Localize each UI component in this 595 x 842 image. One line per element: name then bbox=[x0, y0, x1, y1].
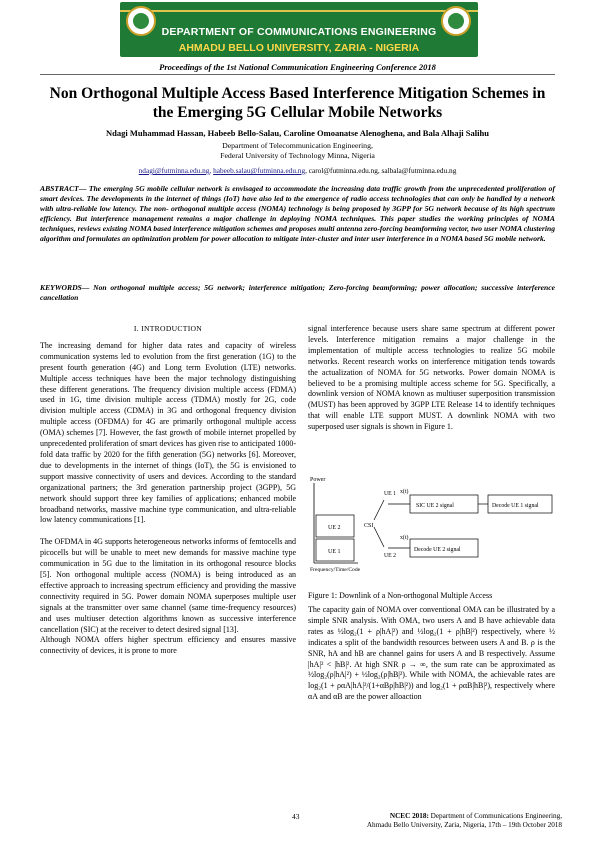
banner-stripe bbox=[120, 10, 478, 12]
paper-title: Non Orthogonal Multiple Access Based Interference Mitigation Schemes in the Emerging 5G Cellular Mobile Networks bbox=[49, 85, 546, 121]
header-rule bbox=[40, 74, 555, 75]
noma-figure bbox=[308, 475, 555, 583]
ue1-branch-label: UE 1 bbox=[384, 491, 397, 497]
affiliation-univ: Federal University of Technology Minna, Nigeria bbox=[220, 151, 375, 160]
ue1-power-label: UE 1 bbox=[328, 549, 341, 555]
figure-caption: Figure 1: Downlink of a Non-orthogonal Multiple Access bbox=[308, 591, 493, 600]
proceedings-line: Proceedings of the 1st National Communication Engineering Conference 2018 bbox=[159, 62, 436, 72]
banner-department: DEPARTMENT OF COMMUNICATIONS ENGINEERING bbox=[161, 26, 437, 38]
sic-label: SIC UE 2 signal bbox=[416, 503, 454, 509]
page-number: 43 bbox=[292, 812, 300, 821]
conference-banner bbox=[120, 2, 478, 57]
right-column-bottom bbox=[308, 605, 555, 703]
intro-paragraph-right-1: signal interference because users share same spectrum at different power levels. Interference mitigation remains a major challenge in the implementation of multiple access technologies to realize 5G mobile networks. Recent research works on interference mitigation tends towards the actualization of NOMA for 5G networks. Power domain NOMA is believed to be a promising multiple access scheme for 5G. Specifically, a downlink version of NOMA known as multiuser superposition transmission (MUST) has been approved by 3GPP LTE Release 14 to identify techniques that will enable LTE support MUST. A downlink NOMA with two superposed user signals is shown in Figure 1. bbox=[308, 324, 555, 432]
university-logo bbox=[126, 6, 156, 36]
intro-paragraph-3: Although NOMA offers higher spectrum efficiency and ensures massive connectivity of devices, it is prone to more bbox=[40, 635, 296, 656]
ue2-branch-label: UE 2 bbox=[384, 553, 397, 559]
author-list: Ndagi Muhammad Hassan, Habeeb Bello-Salau, Caroline Omoanatse Alenoghena, and Bala Alhaji Salihu bbox=[106, 128, 489, 138]
department-logo bbox=[441, 6, 471, 36]
abstract: ABSTRACT— The emerging 5G mobile cellular network is envisaged to accommodate the increasing data traffic growth from the unprecedented proliferation of smart devices. The developments in the internet of things (IoT) have also led to the emergence of radio access technologies that can only be handled by a network with ultra-reliable low latency. The non- orthogonal multiple access (NOMA) technology is being proposed by 3GPP for 5G network because of its high spectrum efficiency. But interference management remains a major challenge in deploying NOMA techniques. This paper studies the working principles of NOMA techniques, reviews existing NOMA based interference mitigation schemes and proposes multi antenna zero-forcing beamforming vector, two user NOMA clustering algorithm and formulates an optimization problem for power allocation to mitigate inter-cluster and inter user interference in a NOMA based 5G mobile network. bbox=[40, 184, 555, 243]
affiliation bbox=[40, 141, 555, 161]
keywords: KEYWORDS— Non orthogonal multiple access; 5G network; interference mitigation; Zero-forcing beamforming; power allocation; successive interference cancellation bbox=[40, 283, 555, 302]
section-heading-introduction: I. INTRODUCTION bbox=[133, 324, 203, 333]
csi-label: CSI bbox=[364, 523, 374, 529]
intro-paragraph-1: The increasing demand for higher data rates and capacity of wireless communication systems led to evolution from the first generation (1G) to the present fourth generation (4G) and Long term Evolution (LTE) networks. Multiple access techniques have been the major technology distinguishing these different generations. The frequency division multiple access (FDMA) used in 1G, time division multiple access (TDMA) mostly for 2G, code division multiple access (CDMA) in 3G and orthogonal frequency division multiple access (OFDMA) for 4G are primarily orthogonal multiple access (OMA) schemes [7]. However, the fast growth of mobile internet propelled by unprecedented proliferation of smart devices has given rise to anticipated 1000-fold data traffic by 2020 for the fifth generation (5G) networks [6]. Moreover, due to developments in the internet of things (IoT), the 5G is envisioned to support massive connectivity of users and devices. According to the standard organizational partners; the 3rd generation partnership project (3GPP), 5G network should support three key families of applications; enhanced mobile broadband networks, massive machine type communication, and ultra-reliable low latency communications [1]. bbox=[40, 340, 296, 525]
figure-power-label: Power bbox=[310, 477, 326, 483]
ue2-power-label: UE 2 bbox=[328, 525, 341, 531]
email-rest: , carol@futminna.edu.ng, salbala@futminna.edu.ng bbox=[305, 166, 457, 175]
figure-axis-label: Frequency/Time/Code bbox=[310, 567, 361, 573]
intro-paragraph-2: The OFDMA in 4G supports heterogeneous networks informs of femtocells and picocells but will be unable to meet new demands for massive machine type communication in 5G due to the limitation in its orthogonal resource blocks [5]. Non orthogonal multiple access (NOMA) is being introduced as an effective approach to increasing spectrum efficiency and providing the massive connectivity required in 5G. Power domain NOMA superposes multiple user signals at the transmitter over same channel (same time-frequency resources) and uses multiuser detection algorithms known as successive interference cancellation (SIC) at the receiver to detect desired signal [13]. bbox=[40, 537, 296, 634]
signal-label-bottom: x(t) bbox=[400, 535, 409, 541]
left-column bbox=[40, 324, 296, 657]
author-emails: ndagi@futminna.edu.ng, habeeb.salau@futminna.edu.ng, carol@futminna.edu.ng, salbala@futminna.edu.ng bbox=[138, 166, 457, 175]
footer-ncec-label: NCEC 2018: bbox=[389, 812, 429, 820]
intro-paragraph-right-2: The capacity gain of NOMA over conventional OMA can be illustrated by a simple SNR analysis. With OMA, two users A and B have achievable data rates as ½log₂(1 + ρ|hA|²) and ½log₂(1 + ρ|hB|²) respectively, where ½ indicates a split of the bandwidth resources between users A and B. ρ is the SNR, hA and hB are channel gains for users A and B respectively. Assume |hA|² < |hB|². At high SNR ρ → ∞, the sum rate can be approximated as ½log₂(ρ|hA|²) + ½log₂(ρ|hB|²). While with NOMA, the achievable rates are log₂(1 + ραA|hA|²/(1+αBρ|hB|²)) and log₂(1 + ραB|hB|²), respectively where αA and αB are the power alloaction bbox=[308, 605, 555, 702]
affiliation-dept: Department of Telecommunication Engineering, bbox=[222, 141, 373, 150]
decode-ue2-label: Decode UE 2 signal bbox=[414, 547, 461, 553]
signal-label-top: x(t) bbox=[400, 489, 409, 495]
email-link-2[interactable]: habeeb.salau@futminna.edu.ng bbox=[213, 166, 306, 175]
email-link-1[interactable]: ndagi@futminna.edu.ng bbox=[138, 166, 210, 175]
footer-conference bbox=[322, 812, 562, 830]
right-column-top bbox=[308, 324, 555, 433]
csi-arrows bbox=[374, 500, 384, 547]
decode-ue1-label: Decode UE 1 signal bbox=[492, 503, 539, 509]
footer-ncec-line1: Department of Communications Engineering, bbox=[428, 812, 562, 820]
footer-ncec-line2: Ahmadu Bello University, Zaria, Nigeria, 17th – 19th October 2018 bbox=[366, 821, 562, 829]
banner-university: AHMADU BELLO UNIVERSITY, ZARIA - NIGERIA bbox=[178, 42, 420, 54]
